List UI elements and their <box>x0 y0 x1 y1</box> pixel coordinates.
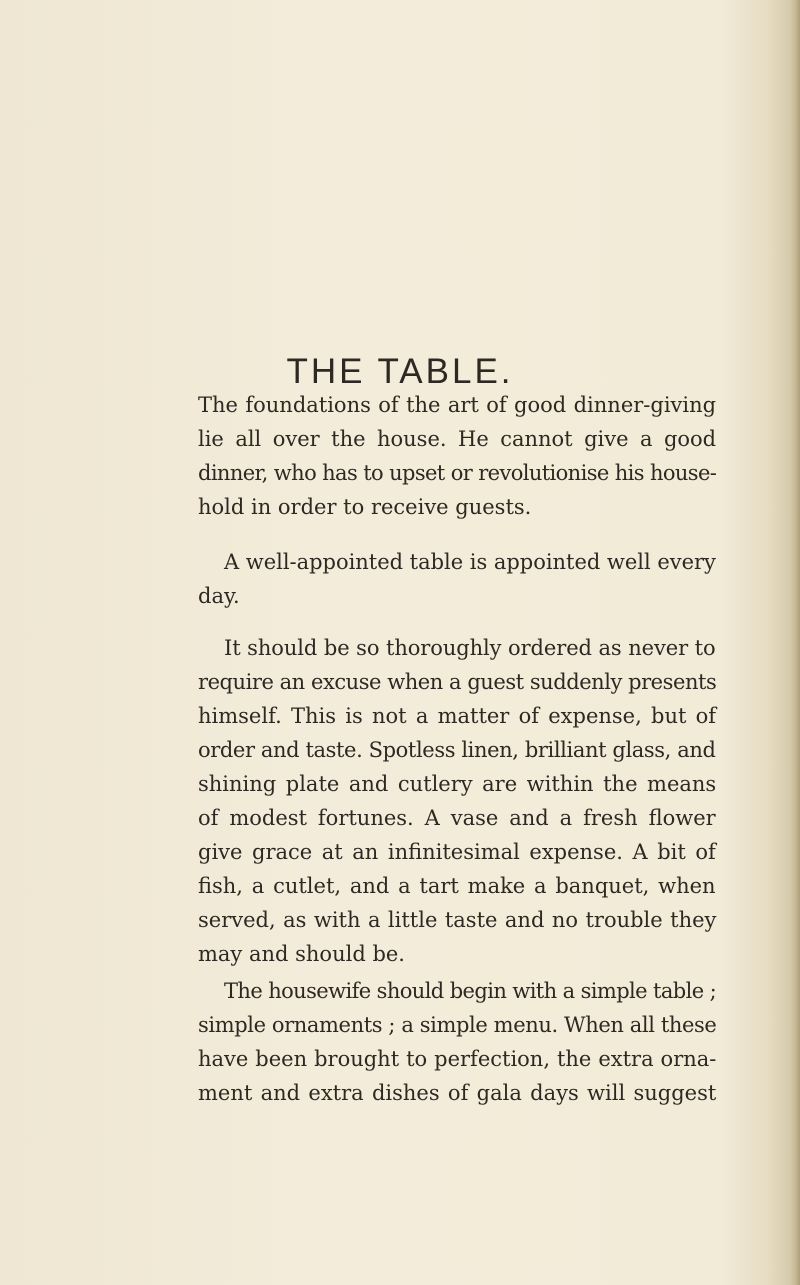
chapter-heading: THE TABLE. <box>286 352 514 391</box>
page-edge <box>790 0 800 1285</box>
text-line: A well-appointed table is appointed well every <box>224 550 716 574</box>
text-line: The foundations of the art of good dinner-giving <box>198 393 717 417</box>
text-line: simple ornaments ; a simple menu. When all these <box>198 1013 717 1037</box>
text-line: may and should be. <box>198 942 405 966</box>
text-line: shining plate and cutlery are within the means <box>198 772 717 796</box>
text-line: served, as with a little taste and no trouble they <box>198 908 717 932</box>
text-line: order and taste. Spotless linen, brilliant glass, and <box>198 738 716 762</box>
text-line: The housewife should begin with a simple table ; <box>224 979 717 1003</box>
text-line: ment and extra dishes of gala days will suggest <box>198 1081 717 1105</box>
text-line: of modest fortunes. A vase and a fresh flower <box>198 806 716 830</box>
text-line: himself. This is not a matter of expense, but of <box>198 704 717 728</box>
text-line: It should be so thoroughly ordered as never to <box>224 636 716 660</box>
text-line: give grace at an infinitesimal expense. A bit of <box>198 840 716 864</box>
text-line: hold in order to receive guests. <box>198 495 532 519</box>
text-line: dinner, who has to upset or revolutionise his house- <box>198 461 717 485</box>
text-line: have been brought to perfection, the extra orna- <box>198 1047 717 1071</box>
text-line: day. <box>198 584 240 608</box>
text-line: require an excuse when a guest suddenly presents <box>198 670 717 694</box>
text-line: lie all over the house. He cannot give a good <box>198 427 717 451</box>
text-line: fish, a cutlet, and a tart make a banquet, when <box>198 874 716 898</box>
